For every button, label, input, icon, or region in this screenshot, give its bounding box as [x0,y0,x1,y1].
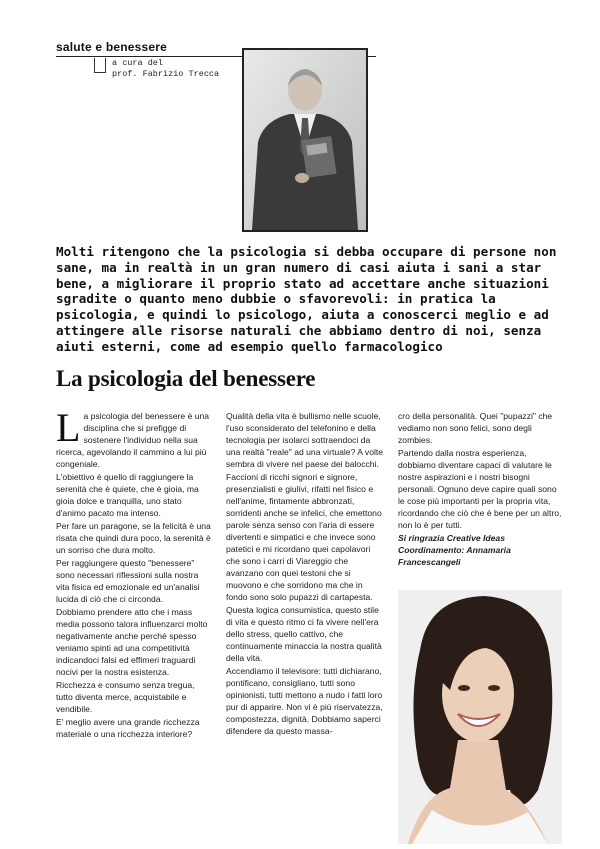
lead-paragraph: Molti ritengono che la psicologia si debba occupare di persone non sane, ma in realtà in un gran numero di casi aiuta i sani a star bene, a migliorare il proprio stato ad accettare anche situazioni sgradite o quanto meno dubbie o sfavorevoli: in pratica la psicologia, e quindi lo psicologo, aiuta a conoscerci meglio e ad attingere alle risorse naturali che abbiamo dentro di noi, senza aiuti esterni, come ad esempio quello farmacologico [56,244,557,354]
paragraph: Per raggiungere questo "benessere" sono necessari riflessioni sulla nostra vita fisica ed emozionale ed un'analisi lucida di ciò che ci circonda. [56,558,200,604]
paragraph: cro della personalità. Quei "pupazzi" che vediamo non sono felici, sono degli zombies. [398,411,553,445]
article-column-1 [56,405,212,741]
paragraph [56,405,212,470]
paragraph-text: a psicologia del benessere è una disciplina che si prefigge di sostenere l'individuo nella sua ricerca, agevolando il cammino a lui più congeniale. [56,411,210,469]
credit-line-1: a cura del [112,58,164,68]
paragraph: Per fare un paragone, se la felicità è una risata che quindi dura poco, la serenità è un sorriso che dura molto. [56,521,211,555]
paragraph: Dobbiamo prendere atto che i mass media possono talora influenzarci molto negativamente anche perché spesso veniamo spinti ad una competitività indicandoci falsi ed effimeri traguardi nocivi per la nostra esistenza. [56,607,208,677]
paragraph: Faccioni di ricchi signori e signore, presenzialisti e giulivi, rifatti nel fisico e nell'anime, fintamente abbronzati, sorridenti anche se infelici, che emettono parole senza senso con l'aria di essere divertenti e simpatici e che invece sono patetici e mi ricordano quei capolavori che sono i carri di Viareggio che avanzano con quei testoni che si muovono e che sorridono ma che in fondo sono solo pupazzi di cartapesta. [226,472,382,602]
paragraph: Qualità della vita è bullismo nelle scuole, l'uso sconsiderato del telefonino e della tecnologia per isolarci sottraendoci da una realtà "reale" ad una virtuale? A volte sembra di vivere nel paese dei balocchi. [226,411,384,469]
article-headline: La psicologia del benessere [56,366,316,391]
article-column-3 [398,410,563,569]
author-credit [112,58,219,80]
paragraph: L'obiettivo è quello di raggiungere la serenità che è quiete, che è gioia, ma gioia dolce e tranquilla, uno stato d'animo pacato ma intenso. [56,472,199,518]
section-title: salute e benessere [56,40,167,54]
woman-photo [398,590,562,844]
paragraph: E' meglio avere una grande ricchezza materiale o una ricchezza interiore? [56,717,200,739]
paragraph: Ricchezza e consumo senza tregua, tutto diventa merce, acquistabile e vendibile. [56,680,195,714]
drop-cap: L [56,405,81,450]
paragraph: Accendiamo il televisore: tutti dichiarano, pontificano, consigliano, tutti sono opinionisti, tutti mettono a nudo i fatti loro pur di apparire. Non vi è più riservatezza, compostezza, dignità. Dobbiamo saperci difendere da questo massa- [226,666,383,736]
acknowledgement: Si ringrazia Creative Ideas Coordinamento: Annamaria Francescangeli [398,533,511,567]
paragraph: Questa logica consumistica, questo stile di vita e questo ritmo ci fa vivere nell'era dello stress, quello cattivo, che continuamente minaccia la nostra qualità della vita. [226,605,382,663]
woman-photo-image [398,590,562,844]
paragraph: Partendo dalla nostra esperienza, dobbiamo diventare capaci di valutare le nostre aspirazioni e i nostri bisogni personali. Ognuno deve capire quali sono le cose più importanti per la propria vita, ricordando che ciò che è bene per un altro, non lo è per tutti. [398,448,562,530]
credit-line-2: prof. Fabrizio Trecca [112,69,220,79]
article-column-2 [226,410,386,738]
bracket-icon [94,58,106,73]
author-photo-image [244,50,366,230]
author-photo [242,48,368,232]
